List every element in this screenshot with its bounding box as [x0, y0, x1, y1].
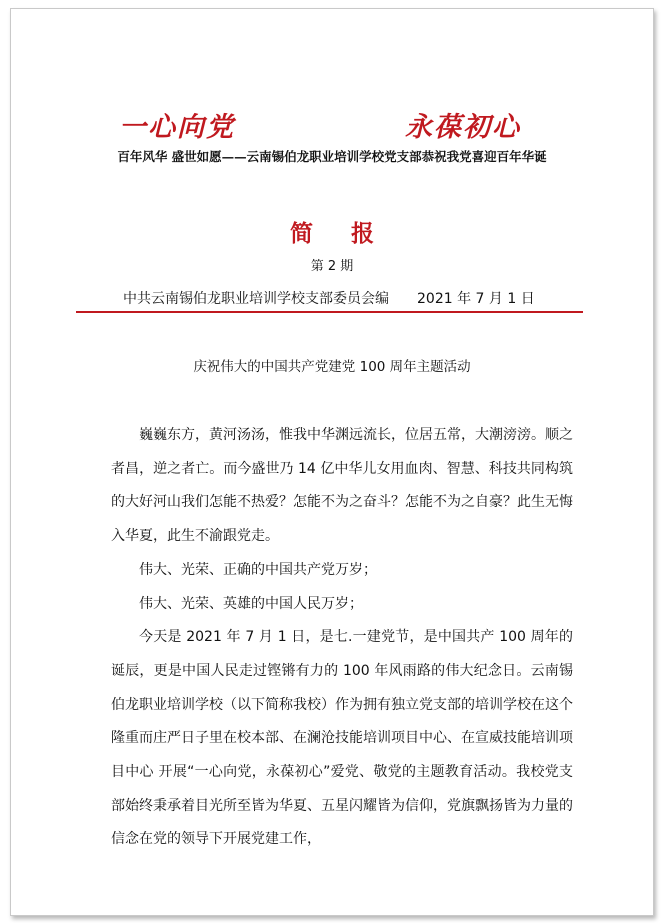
bulletin-title: 简报 — [290, 220, 412, 247]
paragraph: 巍巍东方，黄河汤汤，惟我中华渊远流长，位居五常，大潮滂滂。顺之者昌，逆之者亡。而今盛世乃 14 亿中华儿女用血肉、智慧、科技共同构筑的大好河山我们怎能不热爱？怎能不为之奋斗？怎能不为之自豪？此生无悔入华夏，此生不渝跟党走。 — [111, 427, 573, 545]
paragraph: 今天是 2021 年 7 月 1 日，是七.一建党节，是中国共产 100 周年的诞辰，更是中国人民走过铿锵有力的 100 年风雨路的伟大纪念日。云南锡伯龙职业培训学校（以下简称我校）作为拥有独立党支部的培训学校在这个隆重而庄严日子里在校本部、在澜沧技能培训项目中心、在宣威技能培训项目中心 开展“一心向党，永葆初心”爱党、敬党的主题教育活动。我校党支部始终秉承着目光所至皆为华夏、五星闪耀皆为信仰，党旗飘扬皆为力量的信念在党的领导下开展党建工作， — [111, 629, 573, 848]
editor-line — [123, 288, 535, 308]
publish-date: 2021 年 7 月 1 日 — [417, 291, 535, 307]
slogan-right: 永葆初心 — [405, 112, 521, 143]
paragraph: 伟大、光荣、正确的中国共产党万岁； — [139, 561, 377, 578]
editor-name: 中共云南锡伯龙职业培训学校支部委员会编 — [123, 291, 389, 307]
slogan-left: 一心向党 — [119, 112, 235, 143]
issue-number: 第 2 期 — [310, 259, 354, 274]
article-body — [111, 419, 573, 857]
article-title: 庆祝伟大的中国共产党建党 100 周年主题活动 — [193, 359, 471, 375]
paragraph: 伟大、光荣、英雄的中国人民万岁； — [139, 595, 363, 612]
document-page — [10, 8, 654, 916]
header-divider — [76, 311, 583, 313]
celebration-subtitle: 百年风华 盛世如愿——云南锡伯龙职业培训学校党支部恭祝我党喜迎百年华诞 — [117, 149, 547, 164]
